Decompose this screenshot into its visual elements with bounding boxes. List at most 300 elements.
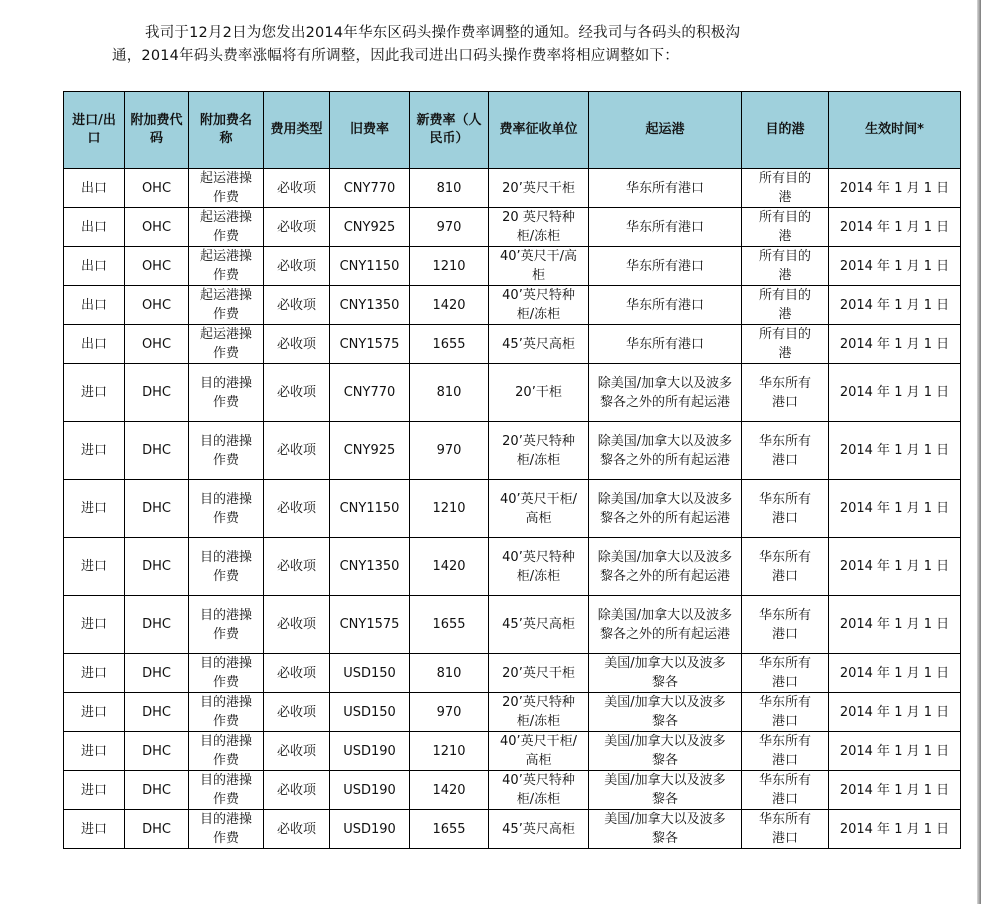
cell-surcharge-code xyxy=(125,654,189,693)
cell-fee-type-text: 必收项 xyxy=(276,665,316,681)
cell-old-rate xyxy=(330,693,410,732)
cell-destination-port xyxy=(742,247,829,286)
cell-surcharge-name-text: 目的港操作费 xyxy=(200,812,253,846)
cell-surcharge-name xyxy=(189,693,264,732)
cell-new-rate xyxy=(410,771,489,810)
cell-surcharge-name xyxy=(189,810,264,849)
cell-old-rate-text: USD150 xyxy=(343,665,396,681)
table-row xyxy=(64,325,961,364)
cell-old-rate-text: USD190 xyxy=(343,821,396,837)
cell-origin-port-text: 美国/加拿大以及波多黎各 xyxy=(604,812,726,846)
cell-rate-unit-text: 40’英尺干/高柜 xyxy=(499,249,578,283)
cell-surcharge-name-text: 起运港操作费 xyxy=(200,327,253,361)
cell-new-rate xyxy=(410,654,489,693)
cell-direction-text: 进口 xyxy=(80,443,107,458)
cell-origin-port-text: 美国/加拿大以及波多黎各 xyxy=(604,773,726,807)
cell-effective-date-text: 2014 年 1 月 1 日 xyxy=(839,665,950,681)
cell-surcharge-name xyxy=(189,208,264,247)
cell-fee-type-text: 必收项 xyxy=(276,219,316,235)
cell-surcharge-name-text: 目的港操作费 xyxy=(200,695,253,729)
cell-surcharge-code-text: DHC xyxy=(142,821,171,837)
cell-surcharge-code-text: DHC xyxy=(142,743,171,759)
cell-surcharge-code xyxy=(125,693,189,732)
cell-old-rate xyxy=(330,286,410,325)
cell-direction xyxy=(64,732,125,771)
cell-old-rate xyxy=(330,732,410,771)
cell-effective-date-text: 2014 年 1 月 1 日 xyxy=(839,385,950,400)
cell-fee-type xyxy=(264,538,330,596)
cell-destination-port-text: 所有目的港 xyxy=(758,210,811,244)
cell-surcharge-code xyxy=(125,538,189,596)
cell-destination-port xyxy=(742,422,829,480)
header-surcharge-name: 附加费名称 xyxy=(189,92,264,169)
cell-old-rate xyxy=(330,538,410,596)
cell-effective-date xyxy=(829,654,961,693)
cell-surcharge-code xyxy=(125,596,189,654)
cell-origin-port xyxy=(589,771,742,810)
cell-old-rate xyxy=(330,422,410,480)
cell-fee-type xyxy=(264,208,330,247)
cell-fee-type xyxy=(264,247,330,286)
cell-origin-port-text: 美国/加拿大以及波多黎各 xyxy=(604,656,726,690)
cell-fee-type-text: 必收项 xyxy=(276,743,316,759)
cell-effective-date xyxy=(829,480,961,538)
cell-effective-date xyxy=(829,732,961,771)
header-direction: 进口/出口 xyxy=(64,92,125,169)
cell-direction-text: 出口 xyxy=(80,180,107,196)
cell-direction-text: 进口 xyxy=(80,559,107,574)
cell-destination-port-text: 华东所有港口 xyxy=(758,656,811,690)
cell-direction-text: 出口 xyxy=(80,219,107,235)
cell-origin-port xyxy=(589,325,742,364)
cell-fee-type xyxy=(264,732,330,771)
cell-effective-date-text: 2014 年 1 月 1 日 xyxy=(839,559,950,574)
cell-surcharge-name xyxy=(189,771,264,810)
cell-effective-date-text: 2014 年 1 月 1 日 xyxy=(839,782,950,798)
cell-origin-port-text: 除美国/加拿大以及波多黎各之外的所有起运港 xyxy=(597,549,733,584)
cell-new-rate xyxy=(410,364,489,422)
cell-origin-port-text: 华东所有港口 xyxy=(625,219,704,235)
cell-origin-port-text: 除美国/加拿大以及波多黎各之外的所有起运港 xyxy=(597,491,733,526)
cell-old-rate-text: USD150 xyxy=(343,704,396,720)
cell-fee-type xyxy=(264,422,330,480)
cell-effective-date-text: 2014 年 1 月 1 日 xyxy=(839,617,950,632)
cell-new-rate xyxy=(410,169,489,208)
cell-surcharge-name xyxy=(189,422,264,480)
cell-direction-text: 进口 xyxy=(80,704,107,720)
table-row xyxy=(64,810,961,849)
cell-rate-unit-text: 40’英尺干柜/高柜 xyxy=(499,734,578,768)
cell-destination-port xyxy=(742,810,829,849)
notice-line-2: 通，2014年码头费率涨幅将有所调整，因此我司进出口码头操作费率将相应调整如下： xyxy=(112,48,679,64)
cell-direction xyxy=(64,771,125,810)
cell-origin-port xyxy=(589,654,742,693)
cell-surcharge-code-text: DHC xyxy=(142,782,171,798)
cell-effective-date xyxy=(829,286,961,325)
cell-effective-date xyxy=(829,422,961,480)
cell-rate-unit-text: 40’英尺特种柜/冻柜 xyxy=(502,773,575,807)
cell-origin-port-text: 除美国/加拿大以及波多黎各之外的所有起运港 xyxy=(597,375,733,410)
cell-origin-port xyxy=(589,169,742,208)
notice-line-1: 我司于12月2日为您发出2014年华东区码头操作费率调整的通知。经我司与各码头的积极沟 xyxy=(145,25,741,41)
cell-fee-type-text: 必收项 xyxy=(276,821,316,837)
cell-surcharge-name-text: 目的港操作费 xyxy=(200,607,253,642)
cell-old-rate-text: USD190 xyxy=(343,743,396,759)
cell-effective-date xyxy=(829,364,961,422)
cell-fee-type xyxy=(264,364,330,422)
cell-fee-type xyxy=(264,810,330,849)
cell-surcharge-code-text: DHC xyxy=(142,501,171,516)
cell-rate-unit xyxy=(489,538,589,596)
cell-destination-port-text: 华东所有港口 xyxy=(758,773,811,807)
cell-new-rate xyxy=(410,247,489,286)
cell-old-rate-text: USD190 xyxy=(343,782,396,798)
cell-rate-unit xyxy=(489,169,589,208)
cell-new-rate xyxy=(410,325,489,364)
cell-origin-port-text: 华东所有港口 xyxy=(625,258,704,274)
cell-origin-port-text: 美国/加拿大以及波多黎各 xyxy=(604,734,726,768)
cell-new-rate-text: 810 xyxy=(436,385,462,400)
cell-origin-port xyxy=(589,732,742,771)
cell-origin-port xyxy=(589,810,742,849)
table-header-row xyxy=(64,92,961,169)
cell-effective-date xyxy=(829,247,961,286)
cell-rate-unit xyxy=(489,596,589,654)
cell-destination-port-text: 所有目的港 xyxy=(758,327,811,361)
cell-fee-type xyxy=(264,169,330,208)
cell-destination-port xyxy=(742,480,829,538)
cell-direction-text: 进口 xyxy=(80,743,107,759)
cell-new-rate-text: 1420 xyxy=(432,297,466,313)
cell-direction xyxy=(64,810,125,849)
cell-origin-port xyxy=(589,422,742,480)
cell-destination-port xyxy=(742,596,829,654)
cell-surcharge-name xyxy=(189,654,264,693)
cell-destination-port xyxy=(742,286,829,325)
cell-new-rate-text: 1210 xyxy=(432,258,466,274)
cell-destination-port-text: 华东所有港口 xyxy=(758,375,811,410)
cell-surcharge-name xyxy=(189,732,264,771)
cell-old-rate xyxy=(330,325,410,364)
cell-destination-port xyxy=(742,654,829,693)
cell-surcharge-name xyxy=(189,596,264,654)
cell-direction xyxy=(64,286,125,325)
cell-destination-port-text: 所有目的港 xyxy=(758,249,811,283)
cell-surcharge-name xyxy=(189,247,264,286)
cell-fee-type-text: 必收项 xyxy=(276,559,316,574)
cell-new-rate xyxy=(410,596,489,654)
cell-old-rate-text: CNY1575 xyxy=(339,617,400,632)
cell-destination-port-text: 华东所有港口 xyxy=(758,695,811,729)
cell-surcharge-name-text: 目的港操作费 xyxy=(200,375,253,410)
cell-direction xyxy=(64,654,125,693)
cell-surcharge-code xyxy=(125,208,189,247)
cell-direction xyxy=(64,693,125,732)
cell-old-rate xyxy=(330,364,410,422)
cell-destination-port xyxy=(742,208,829,247)
cell-surcharge-name-text: 起运港操作费 xyxy=(200,171,253,205)
table-row xyxy=(64,480,961,538)
header-rate-unit: 费率征收单位 xyxy=(489,92,589,169)
cell-rate-unit-text: 40’英尺特种柜/冻柜 xyxy=(502,288,575,322)
cell-new-rate-text: 1420 xyxy=(432,559,466,574)
cell-new-rate-text: 970 xyxy=(436,219,462,235)
cell-old-rate-text: CNY1350 xyxy=(339,559,400,574)
cell-surcharge-code xyxy=(125,771,189,810)
cell-direction-text: 进口 xyxy=(80,385,107,400)
header-destination-port: 目的港 xyxy=(742,92,829,169)
cell-surcharge-code-text: OHC xyxy=(141,180,172,196)
cell-surcharge-code-text: DHC xyxy=(142,559,171,574)
cell-effective-date-text: 2014 年 1 月 1 日 xyxy=(839,743,950,759)
cell-surcharge-name-text: 起运港操作费 xyxy=(200,249,253,283)
cell-origin-port xyxy=(589,364,742,422)
cell-direction-text: 出口 xyxy=(80,258,107,274)
cell-destination-port-text: 华东所有港口 xyxy=(758,607,811,642)
cell-new-rate-text: 970 xyxy=(436,704,462,720)
cell-direction xyxy=(64,208,125,247)
table-row xyxy=(64,422,961,480)
cell-new-rate-text: 970 xyxy=(436,443,462,458)
cell-old-rate-text: CNY1150 xyxy=(339,258,400,274)
cell-destination-port-text: 华东所有港口 xyxy=(758,549,811,584)
cell-rate-unit-text: 45’英尺高柜 xyxy=(502,617,575,632)
table-row xyxy=(64,654,961,693)
table-row xyxy=(64,169,961,208)
cell-surcharge-code-text: OHC xyxy=(141,258,172,274)
cell-fee-type xyxy=(264,480,330,538)
cell-surcharge-code xyxy=(125,732,189,771)
cell-origin-port-text: 华东所有港口 xyxy=(625,297,704,313)
cell-destination-port-text: 华东所有港口 xyxy=(758,812,811,846)
cell-new-rate xyxy=(410,286,489,325)
table-row xyxy=(64,364,961,422)
cell-surcharge-name-text: 目的港操作费 xyxy=(200,433,253,468)
header-effective-date: 生效时间* xyxy=(829,92,961,169)
cell-effective-date xyxy=(829,693,961,732)
cell-surcharge-code xyxy=(125,169,189,208)
table-row xyxy=(64,208,961,247)
cell-surcharge-name xyxy=(189,286,264,325)
cell-destination-port xyxy=(742,364,829,422)
cell-direction-text: 进口 xyxy=(80,821,107,837)
cell-old-rate-text: CNY925 xyxy=(343,443,396,458)
cell-effective-date-text: 2014 年 1 月 1 日 xyxy=(839,219,950,235)
cell-old-rate xyxy=(330,596,410,654)
cell-effective-date xyxy=(829,169,961,208)
cell-rate-unit xyxy=(489,286,589,325)
header-old-rate: 旧费率 xyxy=(330,92,410,169)
cell-new-rate xyxy=(410,732,489,771)
cell-effective-date-text: 2014 年 1 月 1 日 xyxy=(839,180,950,196)
table-row xyxy=(64,538,961,596)
cell-origin-port-text: 华东所有港口 xyxy=(625,336,704,352)
header-new-rate: 新费率（人民币） xyxy=(410,92,489,169)
cell-origin-port xyxy=(589,286,742,325)
cell-surcharge-name-text: 起运港操作费 xyxy=(200,210,253,244)
cell-origin-port-text: 华东所有港口 xyxy=(625,180,704,196)
cell-surcharge-name-text: 起运港操作费 xyxy=(200,288,253,322)
cell-new-rate xyxy=(410,538,489,596)
cell-surcharge-code xyxy=(125,325,189,364)
cell-rate-unit-text: 40’英尺干柜/高柜 xyxy=(499,491,578,526)
cell-destination-port xyxy=(742,169,829,208)
cell-surcharge-code-text: DHC xyxy=(142,704,171,720)
cell-rate-unit xyxy=(489,247,589,286)
cell-effective-date xyxy=(829,538,961,596)
cell-rate-unit xyxy=(489,480,589,538)
table-row xyxy=(64,247,961,286)
cell-direction xyxy=(64,364,125,422)
cell-new-rate xyxy=(410,810,489,849)
cell-direction-text: 进口 xyxy=(80,617,107,632)
cell-destination-port-text: 华东所有港口 xyxy=(758,433,811,468)
cell-fee-type xyxy=(264,325,330,364)
cell-direction xyxy=(64,480,125,538)
cell-new-rate-text: 1420 xyxy=(432,782,466,798)
cell-surcharge-code xyxy=(125,364,189,422)
cell-rate-unit xyxy=(489,771,589,810)
cell-rate-unit-text: 20’英尺特种柜/冻柜 xyxy=(502,695,575,729)
cell-rate-unit xyxy=(489,732,589,771)
cell-origin-port-text: 除美国/加拿大以及波多黎各之外的所有起运港 xyxy=(597,433,733,468)
cell-new-rate xyxy=(410,208,489,247)
cell-rate-unit xyxy=(489,654,589,693)
cell-direction xyxy=(64,596,125,654)
cell-surcharge-name xyxy=(189,538,264,596)
cell-destination-port xyxy=(742,325,829,364)
cell-rate-unit xyxy=(489,422,589,480)
cell-direction-text: 进口 xyxy=(80,501,107,516)
cell-old-rate-text: CNY1575 xyxy=(339,336,400,352)
cell-surcharge-name-text: 目的港操作费 xyxy=(200,734,253,768)
cell-destination-port xyxy=(742,693,829,732)
cell-rate-unit-text: 45’英尺高柜 xyxy=(502,336,575,352)
cell-fee-type xyxy=(264,286,330,325)
cell-surcharge-code-text: OHC xyxy=(141,219,172,235)
cell-effective-date-text: 2014 年 1 月 1 日 xyxy=(839,704,950,720)
cell-fee-type-text: 必收项 xyxy=(276,704,316,720)
table-row xyxy=(64,732,961,771)
cell-destination-port-text: 所有目的港 xyxy=(758,288,811,322)
table-body xyxy=(64,169,961,849)
cell-origin-port xyxy=(589,596,742,654)
cell-old-rate-text: CNY770 xyxy=(343,180,396,196)
cell-direction xyxy=(64,325,125,364)
cell-fee-type-text: 必收项 xyxy=(276,180,316,196)
cell-effective-date xyxy=(829,771,961,810)
cell-effective-date-text: 2014 年 1 月 1 日 xyxy=(839,336,950,352)
cell-new-rate-text: 1655 xyxy=(432,336,466,352)
cell-rate-unit-text: 20’干柜 xyxy=(515,385,562,400)
cell-fee-type-text: 必收项 xyxy=(276,782,316,798)
cell-effective-date xyxy=(829,810,961,849)
cell-surcharge-name-text: 目的港操作费 xyxy=(200,549,253,584)
cell-surcharge-name xyxy=(189,325,264,364)
rate-table xyxy=(63,91,961,849)
cell-effective-date-text: 2014 年 1 月 1 日 xyxy=(839,258,950,274)
cell-rate-unit xyxy=(489,810,589,849)
cell-origin-port xyxy=(589,208,742,247)
cell-old-rate xyxy=(330,810,410,849)
header-fee-type: 费用类型 xyxy=(264,92,330,169)
cell-fee-type-text: 必收项 xyxy=(276,385,316,400)
cell-rate-unit xyxy=(489,325,589,364)
cell-surcharge-name-text: 目的港操作费 xyxy=(200,773,253,807)
cell-surcharge-code xyxy=(125,286,189,325)
cell-fee-type-text: 必收项 xyxy=(276,297,316,313)
cell-origin-port xyxy=(589,693,742,732)
cell-effective-date-text: 2014 年 1 月 1 日 xyxy=(839,443,950,458)
cell-rate-unit xyxy=(489,693,589,732)
cell-fee-type xyxy=(264,654,330,693)
cell-rate-unit xyxy=(489,364,589,422)
cell-destination-port-text: 华东所有港口 xyxy=(758,734,811,768)
cell-surcharge-code-text: DHC xyxy=(142,443,171,458)
cell-surcharge-code-text: OHC xyxy=(141,336,172,352)
page-edge-shadow xyxy=(977,0,981,904)
cell-surcharge-code xyxy=(125,422,189,480)
cell-destination-port-text: 所有目的港 xyxy=(758,171,811,205)
cell-direction-text: 进口 xyxy=(80,782,107,798)
cell-new-rate-text: 1655 xyxy=(432,821,466,837)
cell-old-rate-text: CNY925 xyxy=(343,219,396,235)
header-origin-port: 起运港 xyxy=(589,92,742,169)
notice-paragraph xyxy=(112,22,872,68)
cell-new-rate-text: 1655 xyxy=(432,617,466,632)
cell-old-rate xyxy=(330,247,410,286)
cell-surcharge-code-text: DHC xyxy=(142,385,171,400)
table-row xyxy=(64,693,961,732)
cell-rate-unit-text: 20’英尺特种柜/冻柜 xyxy=(502,433,575,468)
cell-effective-date xyxy=(829,208,961,247)
cell-surcharge-name xyxy=(189,364,264,422)
cell-rate-unit-text: 20 英尺特种柜/冻柜 xyxy=(502,210,575,244)
cell-surcharge-code xyxy=(125,810,189,849)
table-row xyxy=(64,596,961,654)
cell-fee-type xyxy=(264,771,330,810)
cell-surcharge-name xyxy=(189,169,264,208)
cell-effective-date-text: 2014 年 1 月 1 日 xyxy=(839,821,950,837)
header-surcharge-code: 附加费代码 xyxy=(125,92,189,169)
cell-origin-port xyxy=(589,538,742,596)
cell-destination-port xyxy=(742,732,829,771)
cell-surcharge-code-text: DHC xyxy=(142,617,171,632)
cell-fee-type-text: 必收项 xyxy=(276,258,316,274)
cell-fee-type xyxy=(264,596,330,654)
cell-destination-port xyxy=(742,538,829,596)
cell-old-rate xyxy=(330,654,410,693)
cell-rate-unit-text: 20’英尺干柜 xyxy=(502,665,575,681)
cell-old-rate-text: CNY770 xyxy=(343,385,396,400)
cell-origin-port-text: 美国/加拿大以及波多黎各 xyxy=(604,695,726,729)
cell-new-rate xyxy=(410,693,489,732)
cell-surcharge-name xyxy=(189,480,264,538)
cell-direction xyxy=(64,538,125,596)
cell-surcharge-name-text: 目的港操作费 xyxy=(200,656,253,690)
cell-surcharge-code-text: OHC xyxy=(141,297,172,313)
cell-rate-unit-text: 20’英尺干柜 xyxy=(502,180,575,196)
cell-direction xyxy=(64,169,125,208)
cell-old-rate-text: CNY1350 xyxy=(339,297,400,313)
cell-effective-date xyxy=(829,325,961,364)
cell-rate-unit-text: 40’英尺特种柜/冻柜 xyxy=(502,549,575,584)
cell-fee-type-text: 必收项 xyxy=(276,501,316,516)
cell-direction xyxy=(64,247,125,286)
cell-surcharge-code xyxy=(125,247,189,286)
cell-origin-port xyxy=(589,247,742,286)
cell-rate-unit-text: 45’英尺高柜 xyxy=(502,821,575,837)
